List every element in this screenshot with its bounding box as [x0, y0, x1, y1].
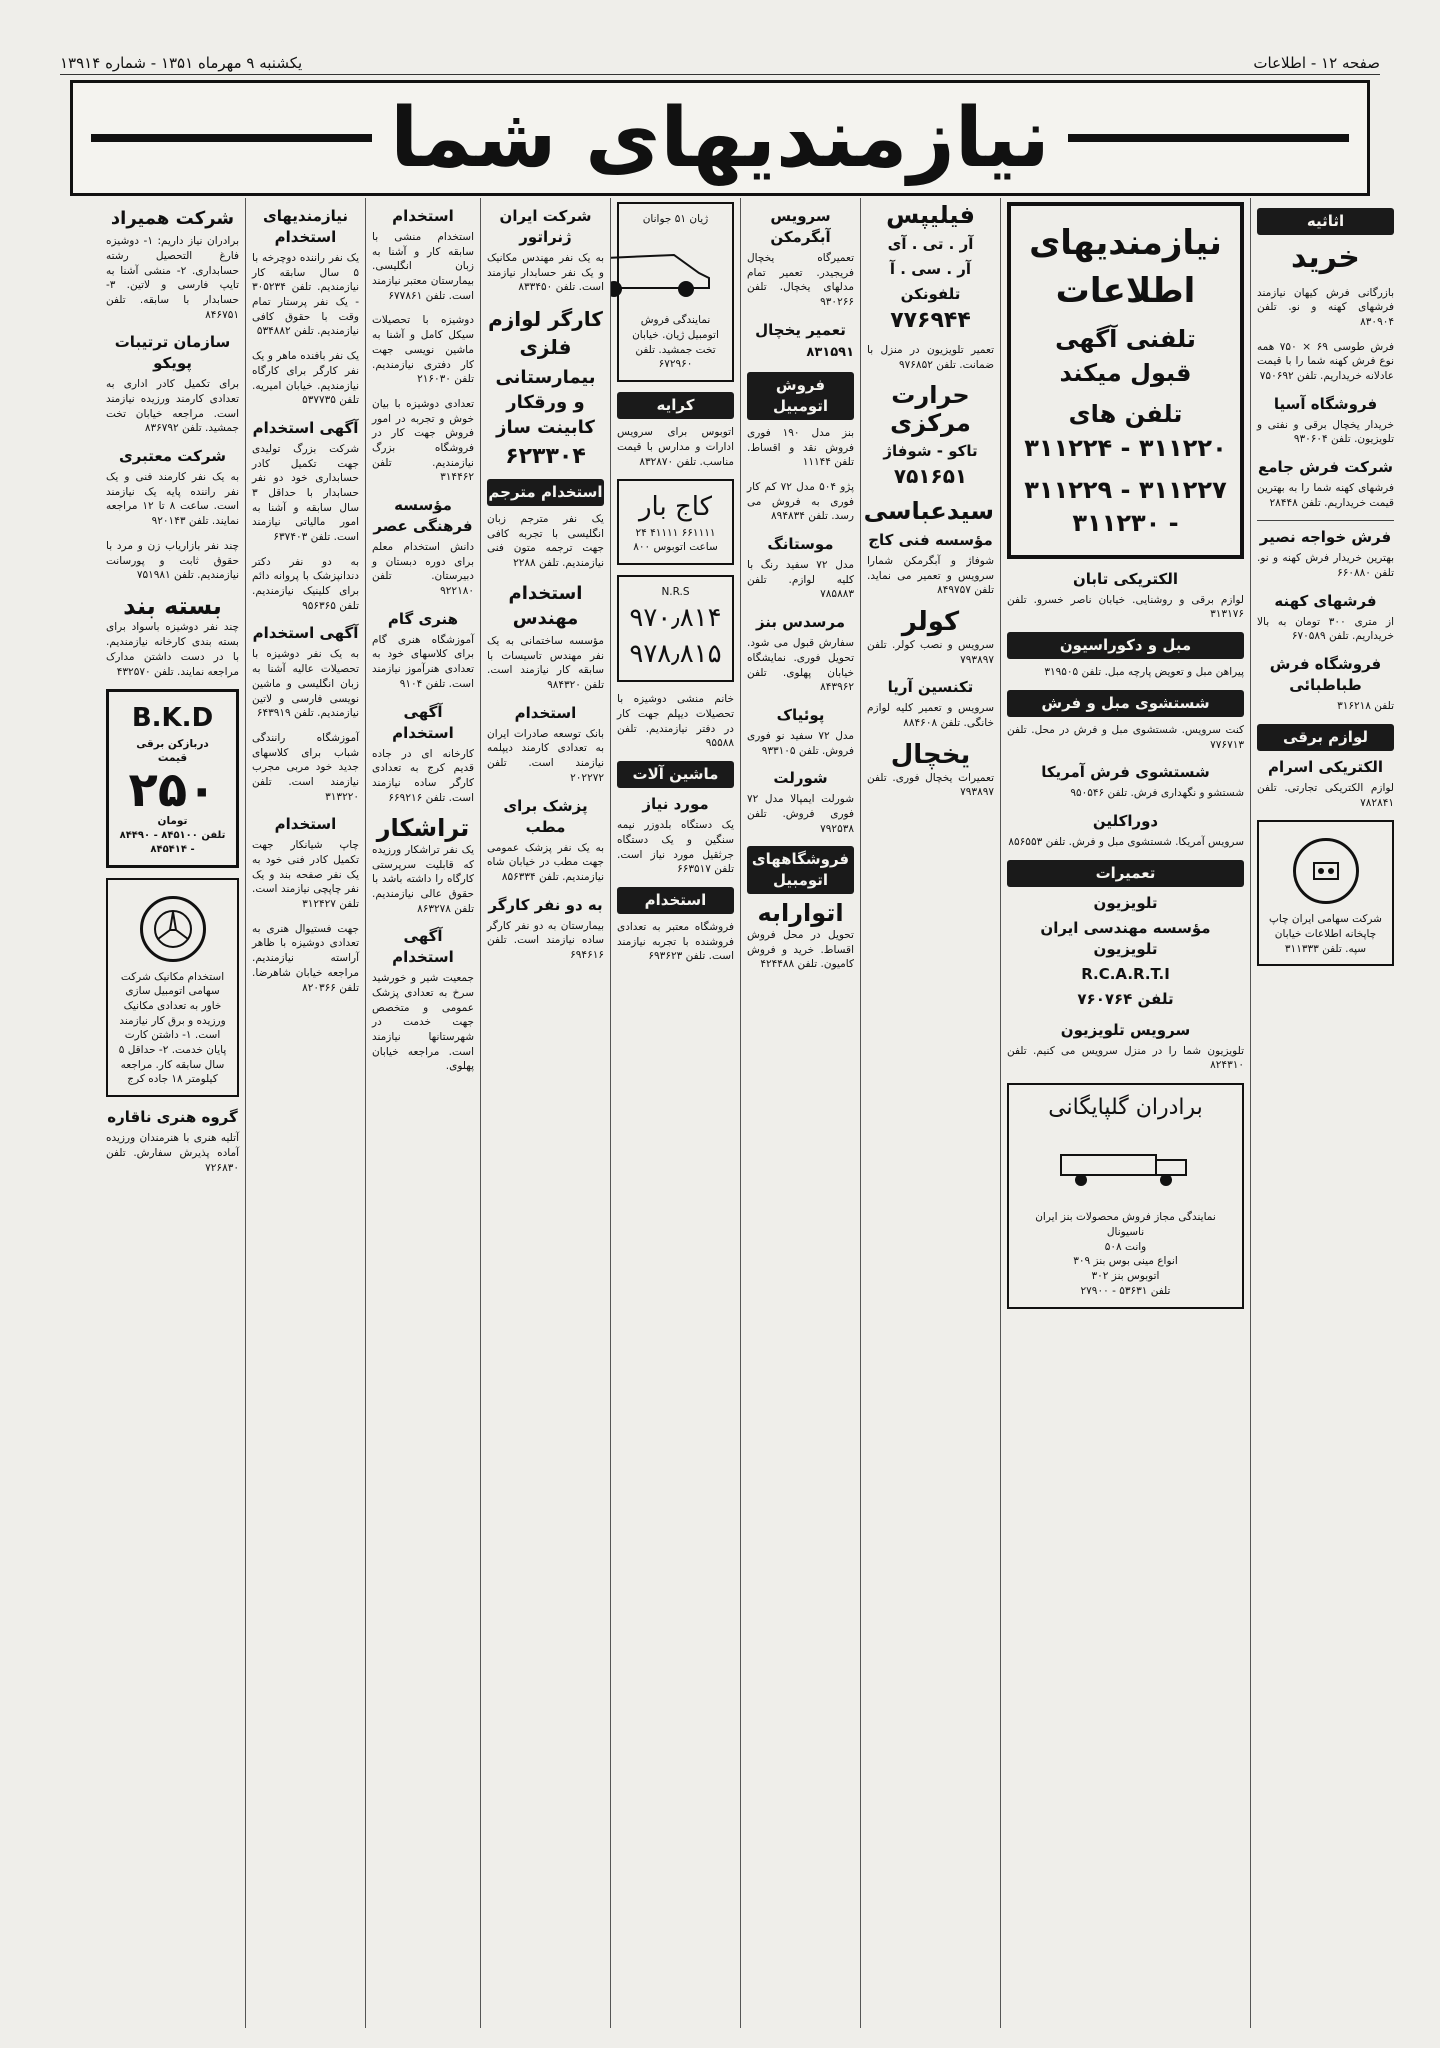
ad-heading: فیلیپس: [886, 201, 975, 229]
ad-phone: ۶۶۱۱۱۱: [681, 526, 716, 539]
ad-body: شورلت ایمپالا مدل ۷۲ فوری فروش. تلفن ۷۹۲۵۳۸: [747, 793, 854, 835]
ad-heading: شرکت همیراد: [110, 208, 235, 229]
main-ad-subtitle: تلفنی آگهی قبول میکند: [1055, 325, 1196, 387]
ad-heading: آگهی استخدام: [392, 927, 454, 967]
ad-heading: مورد نیاز: [642, 795, 709, 814]
classified-ad: [106, 332, 239, 436]
classified-ad: [487, 206, 604, 295]
classified-ad: [863, 497, 994, 598]
ad-body: شرکت بزرگ تولیدی جهت تکمیل کادر حسابداری خود دو نفر حسابدار با حداقل ۳ سال سابقه و آشنا به امور مالیاتی نیازمند است. تلفن ۶۳۷۴۰۳: [252, 442, 359, 543]
column-5: [610, 198, 740, 2028]
ad-item: اتوبوس بنز ۳۰۲: [1091, 1270, 1160, 1283]
ad-heading: گروه هنری ناقاره: [107, 1108, 238, 1127]
ad-body: نمایندگی مجاز فروش محصولات بنز ایران ناسیونال: [1035, 1211, 1216, 1239]
ad-body: کنت سرویس. شستشوی مبل و فرش در محل. تلفن ۷۷۶۷۱۳: [1007, 723, 1244, 751]
ad-heading: فروشگاه آسیا: [1273, 394, 1378, 413]
classified-ad: [106, 446, 239, 529]
ad-body: به دو نفر دکتر دندانپزشک با پروانه دائم برای کلینیک نیازمندیم. تلفن ۹۵۶۳۶۵: [252, 555, 359, 612]
ad-body: یک نفر راننده دوچرخه با ۵ سال سابقه کار نیازمندیم. تلفن ۳۰۵۲۳۴ - یک نفر پرستار تمام وقت با حقوق کافی نیازمندیم. تلفن ۵۳۴۸۸۲: [252, 252, 359, 338]
classified-ad: [867, 343, 994, 372]
column-8: [1000, 198, 1250, 2028]
ad-subheading: مؤسسه مهندسی ایران تلویزیون: [1040, 918, 1211, 958]
ad-heading: آگهی استخدام: [252, 624, 359, 643]
ad-heading: شرکت ایران ژنراتور: [499, 207, 592, 246]
classified-ad: [252, 206, 359, 339]
ad-body: تعمیرگاه یخچال فریجیدر. تعمیر تمام مدلهای یخچال. تلفن ۹۳۰۲۶۶: [747, 252, 854, 309]
classified-ad: [487, 895, 604, 963]
section-banner: [70, 80, 1370, 196]
classified-ad: [747, 206, 854, 310]
ad-brand: B.K.D: [131, 703, 214, 734]
ad-heading: تعمیر یخچال: [755, 320, 846, 339]
ad-body: استخدام منشی با سابقه کار و آشنا به زبان انگلیسی. بیمارستان معتبر نیازمند است. تلفن ۶۷۷۸۶۱: [372, 231, 474, 302]
classified-ad: [1257, 591, 1394, 644]
ad-heading: الکتریکی تابان: [1072, 569, 1179, 588]
ad-heading: موستانگ: [767, 535, 834, 554]
ad-phone: ۷۷۶۹۴۴: [890, 307, 971, 333]
classified-ad: [487, 703, 604, 786]
ad-heading: استخدام: [274, 815, 337, 834]
price-unit: تومان: [157, 814, 188, 827]
ad-body: یک نفر بافنده ماهر و یک نفر کارگر برای کارگاه نیازمندیم. خیابان امیریه. تلفن ۵۳۷۷۳۵: [252, 350, 359, 407]
ad-body: به یک نفر پزشک عمومی جهت مطب در خیابان شاه نیازمندیم. تلفن ۸۵۶۳۳۴: [487, 841, 604, 883]
ad-heading: استخدام مهندس: [508, 582, 583, 629]
ad-heading: شرکت معتبری: [119, 447, 226, 466]
ad-body: خریدار یخچال برقی و نفتی و تلویزیون. تلفن ۹۳۰۶۰۴: [1257, 418, 1394, 446]
nrs-ad: [617, 575, 734, 682]
column-3: [365, 198, 480, 2028]
classified-ad: [1257, 394, 1394, 447]
ad-body: بازرگانی فرش کیهان نیازمند فرشهای کهنه و نو. تلفن ۸۳۰۹۰۴: [1257, 286, 1394, 328]
classified-ad: [372, 702, 474, 806]
classified-ad: [1257, 286, 1394, 330]
main-ad-phones: تلفن های ۳۱۱۲۲۰ - ۳۱۱۲۲۴: [1024, 400, 1227, 462]
ad-body: بیمارستان به دو نفر کارگر ساده نیازمند است. تلفن ۶۹۴۶۱۶: [487, 919, 604, 961]
classified-ad: [252, 623, 359, 720]
ad-body: سرویس آمریکا. شستشوی مبل و فرش. تلفن ۸۵۶۵۵۳: [1008, 835, 1244, 848]
classified-ad: [867, 677, 994, 730]
ad-body: کارخانه ای در جاده قدیم کرج به تعدادی کارگر ساده نیازمند است. تلفن ۶۶۹۲۱۶: [372, 747, 474, 804]
classified-ad: [1257, 654, 1394, 714]
truck-icon: [1051, 1130, 1201, 1200]
classified-ad: [106, 539, 239, 583]
ad-subheading: دربازکن برقی: [136, 737, 209, 750]
classified-ad: [252, 555, 359, 614]
ad-body: آموزشگاه هنری گام برای کلاسهای خود به تعدادی هنرآموز نیازمند است. تلفن ۹۱۰۴: [372, 633, 474, 690]
section-header: اثاثیه: [1257, 208, 1394, 235]
classified-ad: [867, 741, 994, 800]
ad-body: چاپخانه اطلاعات خیابان سپه. تلفن ۳۱۱۳۳۳: [1274, 927, 1377, 955]
column-7: [860, 198, 1000, 2028]
ad-item: انواع مینی بوس بنز ۳۰۹: [1073, 1255, 1178, 1268]
ad-body: به یک نفر دوشیزه با تحصیلات عالیه آشنا به زبان انگلیسی و ماشین نویسی فارسی و لاتین نیازمندیم. تلفن ۶۴۳۹۱۹: [252, 648, 359, 720]
ad-body: برای تکمیل کادر اداری به تعدادی کارمند ورزیده نیازمند است. مراجعه خیابان تخت جمشید. تلفن ۸۳۶۷۹۲: [106, 378, 239, 435]
ad-heading: نیازمندیهای استخدام: [262, 207, 348, 246]
ad-heading: یخچال: [890, 739, 971, 770]
ad-body: سفارش قبول می شود. تحویل فوری. نمایشگاه خیابان پهلوی. تلفن ۸۴۳۹۶۲: [747, 637, 854, 694]
classified-ad: [1007, 1020, 1244, 1073]
ad-body: بهترین خریدار فرش کهنه و نو. تلفن ۶۶۰۸۸۰: [1257, 552, 1394, 580]
ad-heading: شرکت فرش جامع: [1258, 458, 1393, 476]
main-ad-title: نیازمندیهای اطلاعات: [1029, 223, 1222, 311]
classified-ad: [1007, 665, 1244, 680]
classified-ad: [747, 534, 854, 602]
ad-body: فروشگاه معتبر به تعدادی فروشنده با تجربه نیازمند است. تلفن ۶۹۳۶۲۳: [617, 920, 734, 963]
ad-heading: اتوارابه: [757, 899, 844, 928]
classified-ad: [372, 495, 474, 599]
ad-brand: آر . تی . آی: [887, 234, 974, 253]
ad-body: دانش استخدام معلم برای دوره دبستان و دبیرستان. تلفن ۹۲۲۱۸۰: [372, 541, 474, 598]
ad-heading: بسته بند: [123, 591, 222, 620]
classified-ad: [617, 794, 734, 877]
ad-body: نمایندگی فروش اتومبیل ژیان. خیابان تخت جمشید. تلفن ۶۷۲۹۶۰: [632, 314, 719, 371]
dealer-ad: [1007, 1083, 1244, 1309]
ad-body: یک دستگاه بلدوزر نیمه سنگین و یک دستگاه جرثقیل مورد نیاز است. تلفن ۶۶۳۵۱۷: [617, 819, 734, 876]
section-header: استخدام: [617, 887, 734, 914]
ad-subheading: تاکو - شوفاژ: [883, 442, 978, 461]
ad-heading: سازمان ترتیبات پویکو: [114, 333, 231, 373]
ad-body: فرش طوسی ۶۹ × ۷۵۰ همه نوع فرش کهنه شما را با قیمت عادلانه خریداریم. تلفن ۷۵۰۶۹۲: [1257, 340, 1394, 382]
ad-heading: سیدعباسی: [863, 497, 994, 526]
ad-body: ۲۴ ساعت اتوبوس ۸۰۰: [633, 526, 718, 554]
ad-body: یک نفر تراشکار ورزیده که قابلیت سرپرستی کارگاه را داشته باشد با حقوق عالی نیازمندیم. تلفن ۸۶۳۲۷۸: [372, 843, 474, 915]
ad-phone: ۶۲۳۳۰۴: [505, 443, 586, 469]
ad-body: دوشیزه با تحصیلات سیکل کامل و آشنا به ماشین نویسی جهت کار دفتری نیازمندیم. تلفن ۲۱۶۰۳۰: [372, 314, 474, 386]
ad-heading: شورلت: [773, 769, 828, 788]
classified-ad: [1257, 757, 1394, 810]
ad-body: اتوبوس برای سرویس ادارات و مدارس با قیمت مناسب. تلفن ۸۳۲۸۷۰: [617, 426, 734, 468]
ad-body: شرکت سهامی اتومبیل سازی خاور به تعدادی مکانیک ورزیده و برق کار نیازمند است. ۱- داشتن کارت پایان خدمت. ۲- حداقل ۵ سال سابقه کار. مراجعه کیلومتر ۱۸ جاده کرج: [118, 970, 227, 1086]
ad-brand: آر . سی . آ: [889, 259, 972, 278]
ad-heading: سرویس آبگرمکن: [770, 207, 831, 246]
ad-phone: ۹۷۸٫۸۱۵: [629, 639, 722, 670]
ad-item: وانت ۵۰۸: [1104, 1240, 1147, 1253]
ad-body: تعمیر تلویزیون در منزل با ضمانت. تلفن ۹۷۶۸۵۲: [867, 343, 994, 371]
ad-heading: پزشک برای مطب: [503, 796, 588, 836]
classified-ad: [487, 512, 604, 571]
classified-ad: [1257, 457, 1394, 510]
classified-ad: [487, 581, 604, 693]
ad-heading: تراشکار: [376, 814, 470, 843]
ad-heading: فرشهای کهنه: [1274, 591, 1377, 610]
classified-ad: [487, 796, 604, 885]
ad-body: برادران نیاز داریم: ۱- دوشیزه فارغ التحصیل رشته حسابداری. ۲- منشی آشنا به تایپ فارسی و لاتین. ۳- حسابدار با سابقه. تلفن ۸۴۶۷۵۱: [106, 235, 240, 321]
classified-ad: [372, 397, 474, 485]
classified-ad: [747, 705, 854, 758]
column-9: [1250, 198, 1400, 2028]
classified-ad: [867, 382, 994, 488]
classified-ad: [1007, 569, 1244, 622]
mercedes-logo-icon: [140, 896, 206, 962]
classified-ad: [106, 593, 239, 679]
classified-ad: [372, 815, 474, 916]
ad-heading: فرش خواجه نصیر: [1259, 528, 1392, 547]
ad-subheading: بیمارستانی و ورقکار کابینت ساز: [495, 367, 596, 439]
section-header: فروشگاههای اتومبیل: [747, 846, 854, 894]
printing-press-icon: [1293, 838, 1359, 904]
ad-heading: تکنسین آریا: [887, 678, 974, 697]
banner-title: نیازمندیهای شما: [390, 90, 1050, 186]
ad-phone: تلفن ۷۶۰۷۶۴: [1077, 989, 1174, 1008]
ad-heading: شستشوی فرش آمریکا: [1041, 763, 1210, 782]
ad-body: پژو ۵۰۴ مدل ۷۲ کم کار فوری به فروش می رسد. تلفن ۸۹۴۸۳۴: [747, 481, 854, 523]
columns-grid: [40, 198, 1400, 2028]
divider: [1257, 520, 1394, 521]
ad-body: تلویزیون شما را در منزل سرویس می کنیم. تلفن ۸۲۴۳۱۰: [1007, 1044, 1244, 1072]
classified-ad: [252, 922, 359, 995]
ad-body: مدل ۷۲ سفید نو فوری فروش. تلفن ۹۳۳۱۰۵: [747, 729, 854, 757]
ad-heading: فروشگاه فرش طباطبائی: [1269, 655, 1382, 695]
section-header: ماشین آلات: [617, 761, 734, 788]
ad-heading: الکتریکی اسرام: [1267, 757, 1384, 776]
car-icon: [610, 233, 724, 303]
ad-body: به یک نفر مهندس مکانیک و یک نفر حسابدار نیازمند است. تلفن ۸۳۳۴۵۰: [487, 252, 604, 294]
ad-body: بنز مدل ۱۹۰ فوری فروش نقد و اقساط. تلفن ۱۱۱۴۴: [747, 426, 855, 469]
section-header: مبل و دکوراسیون: [1007, 632, 1244, 659]
main-ad-phones: ۳۱۱۲۲۷ - ۳۱۱۲۲۹ - ۳۱۱۲۳۰: [1024, 475, 1227, 538]
column-1: [100, 198, 245, 2028]
classified-ad: [1007, 762, 1244, 801]
ad-body: مؤسسه ساختمانی به یک نفر مهندس تاسیسات با سابقه کار نیازمند است. تلفن ۹۸۴۳۲۰: [487, 635, 604, 692]
ad-phone: ۹۷۰٫۸۱۴: [629, 602, 722, 633]
ad-heading: کاج بار: [638, 492, 713, 523]
classified-ad: [1007, 893, 1244, 1010]
classified-ad-boxed: [1257, 820, 1394, 966]
ad-heading: به دو نفر کارگر: [488, 895, 603, 914]
classified-ad: [617, 920, 734, 964]
ad-heading: حرارت مرکزی: [890, 381, 971, 437]
ad-body: شوفاژ و آبگرمکن شمارا سرویس و تعمیر می نماید. تلفن ۸۴۹۷۵۷: [867, 555, 994, 597]
ad-heading: سرویس تلویزیون: [1060, 1020, 1191, 1039]
classified-ad: [747, 480, 854, 524]
ad-body: لوازم برقی و روشنایی. خیابان ناصر خسرو. تلفن ۳۱۳۱۷۶: [1007, 593, 1244, 621]
classified-ad: [747, 900, 854, 972]
classified-ad: [252, 349, 359, 408]
classified-ad: [372, 609, 474, 692]
ad-body: سرویس و نصب کولر. تلفن ۷۹۳۸۹۷: [867, 639, 994, 666]
ad-body: یک نفر مترجم زبان انگلیسی با تجربه کافی جهت ترجمه متون فنی نیازمندیم. تلفن ۲۲۸۸: [487, 512, 604, 569]
issue-date: یکشنبه ۹ مهرماه ۱۳۵۱ - شماره ۱۳۹۱۴: [60, 54, 303, 72]
column-2: [245, 198, 365, 2028]
ad-body: به یک نفر کارمند فنی و یک نفر راننده پایه یک نیازمند است. ساعت ۸ تا ۱۲ مراجعه نمایند. تلفن ۹۲۰۱۴۳: [106, 471, 239, 528]
classified-ad: [372, 313, 474, 386]
classified-ad: [867, 202, 994, 333]
section-header: تعمیرات: [1007, 860, 1244, 887]
ad-heading: تلویزیون: [1093, 893, 1158, 912]
price-label: قیمت: [157, 752, 188, 765]
classified-ad: [1007, 723, 1244, 752]
ad-body: آموزشگاه رانندگی شباب برای کلاسهای جدید خود مربی مجرب نیازمند است. تلفن ۳۱۳۲۲۰: [252, 731, 359, 803]
ad-heading: برادران گلپایگانی: [1048, 1094, 1203, 1120]
classified-ad: [867, 608, 994, 667]
ad-heading: کولر: [901, 607, 960, 638]
ad-heading: مؤسسه فرهنگی عصر: [373, 496, 473, 535]
ad-phone: تلفن ۸۴۵۱۰۰ - ۸۴۴۹۰ - ۸۴۵۴۱۴: [119, 829, 226, 855]
classified-ad: [1257, 527, 1394, 580]
ad-heading: پوئیاک: [776, 705, 825, 724]
ad-body: از متری ۳۰۰ تومان به بالا خریداریم. تلفن ۶۷۰۵۸۹: [1257, 615, 1395, 643]
ad-body: تلفن ۳۱۶۲۱۸: [1337, 700, 1394, 713]
classified-ad: [747, 320, 854, 362]
ad-body: تحویل در محل فروش اقساط. خرید و فروش کامیون. تلفن ۴۲۴۴۸۸: [747, 928, 854, 971]
ad-phone: ۷۵۱۶۵۱: [893, 464, 968, 489]
ad-body: جمعیت شیر و خورشید سرخ به تعدادی پزشک عمومی و متخصص جهت خدمت در شهرستانها نیازمند است. مراجعه خیابان پهلوی.: [372, 972, 474, 1073]
ad-brand: تلفونکن: [900, 284, 961, 303]
ad-body: خانم منشی دوشیزه با تحصیلات دیپلم جهت کار در دفتر نیازمندیم. تلفن ۹۵۵۸۸: [617, 693, 734, 750]
ad-heading: مرسدس بنز: [755, 613, 846, 632]
ad-body: بانک توسعه صادرات ایران به تعدادی کارمند دیپلمه نیازمند است. تلفن ۲۰۲۲۷۲: [487, 727, 604, 784]
ad-phone: ۸۳۱۵۹۱: [806, 344, 854, 360]
ad-heading: هنری گام: [387, 609, 459, 628]
ad-heading: استخدام مکانیک: [154, 970, 225, 983]
ad-subheading: مؤسسه فنی کاج: [868, 531, 993, 550]
ad-body: شستشو و نگهداری فرش. تلفن ۹۵۰۵۴۶: [1070, 787, 1244, 800]
section-header: فروش اتومبیل: [747, 372, 854, 420]
classified-ad: [252, 418, 359, 545]
classified-ad-boxed: [617, 202, 734, 382]
ad-heading: شرکت سهامی ایران چاپ: [1269, 913, 1382, 926]
banner-rule: [1068, 134, 1349, 142]
classified-ad: [252, 814, 359, 911]
taxi-ad: [617, 479, 734, 565]
banner-rule: [91, 134, 372, 142]
ad-heading: دوراکلین: [1092, 811, 1159, 830]
ad-heading: آگهی استخدام: [392, 702, 454, 742]
classified-ad: [372, 206, 474, 303]
running-header: [60, 52, 1380, 75]
ad-body: تعمیرات یخچال فوری. تلفن ۷۹۳۸۹۷: [867, 771, 994, 799]
ad-phone: ۴۱۱۱۱: [650, 526, 679, 539]
column-4: [480, 198, 610, 2028]
ad-brand: N.R.S: [661, 585, 690, 598]
classified-ad: [747, 426, 854, 470]
section-header: شستشوی مبل و فرش: [1007, 690, 1244, 717]
classified-ad: [747, 612, 854, 695]
classified-ad: [1257, 340, 1394, 384]
ad-heading: آگهی استخدام: [252, 418, 359, 437]
ad-phone: تلفن ۵۳۶۳۱ - ۲۷۹۰۰: [1080, 1284, 1171, 1297]
column-6: [740, 198, 860, 2028]
classified-ad: [617, 425, 734, 469]
mercedes-ad: [106, 878, 239, 1098]
section-header: کرایه: [617, 392, 734, 419]
classified-ad: [106, 1107, 239, 1175]
ad-heading: خرید: [1291, 240, 1360, 275]
ad-body: تعدادی دوشیزه با بیان خوش و تجربه در امور فروش جهت کار در فروشگاه بزرگ نیازمندیم. تلفن ۳۱۴۴۶۲: [372, 397, 474, 484]
bkd-ad: [106, 689, 239, 867]
ad-brand: R.C.A.R.T.I: [1081, 964, 1170, 983]
classified-ad: [617, 692, 734, 751]
main-contact-ad: [1007, 202, 1244, 559]
ad-body: لوازم الکتریکی تجارتی. تلفن ۷۸۲۸۴۱: [1257, 781, 1394, 809]
ad-heading: کارگر لوازم فلزی: [488, 307, 603, 360]
ad-body: فرشهای کهنه شما را به بهترین قیمت خریداریم. تلفن ۲۸۴۴۸: [1257, 482, 1394, 509]
price-value: ۲۵۰: [128, 761, 217, 818]
page-number: صفحه ۱۲ - اطلاعات: [1253, 54, 1380, 72]
classified-ad: [372, 926, 474, 1074]
classified-ad: [106, 206, 239, 322]
section-header: لوازم برقی: [1257, 724, 1394, 751]
classified-ad: [252, 731, 359, 804]
ad-body: چند نفر دوشیزه باسواد برای بسته بندی کارخانه نیازمندیم. با در دست داشتن مدارک مراجعه نمایند. تلفن ۴۳۲۵۷۰: [106, 621, 239, 678]
ad-heading: استخدام: [392, 207, 454, 225]
classified-ad: [747, 768, 854, 836]
classified-ad: [487, 305, 604, 469]
ad-body: مدل ۷۲ سفید رنگ با کلیه لوازم. تلفن ۷۸۵۸۸۳: [747, 559, 854, 601]
ad-body: چاپ شیانکار جهت تکمیل کادر فنی خود به یک نفر صفحه بند و یک نفر چاپچی نیازمند است. تلفن ۳۱۲۴۲۷: [252, 839, 359, 911]
ad-body: جهت فستیوال هنری به تعدادی دوشیزه با ظاهر آراسته نیازمندیم. مراجعه خیابان شاهرضا. تلفن ۸۲۰۳۶۶: [252, 922, 359, 994]
ad-heading: ژیان ۵۱ جوانان: [642, 213, 709, 225]
ad-body: پیراهن مبل و تعویض پارچه مبل. تلفن ۳۱۹۵۰۵: [1044, 666, 1244, 679]
ad-body: چند نفر بازاریاب زن و مرد با حقوق ثابت و پورسانت نیازمندیم. تلفن ۷۵۱۹۸۱: [106, 539, 239, 582]
section-header: استخدام مترجم: [487, 479, 604, 506]
ad-body: سرویس و تعمیر کلیه لوازم خانگی. تلفن ۸۸۴۶۰۸: [867, 702, 994, 730]
ad-heading: استخدام: [514, 703, 577, 722]
classified-ad: [1007, 811, 1244, 850]
ad-body: آتلیه هنری با هنرمندان ورزیده آماده پذیرش سفارش. تلفن ۷۲۶۸۳۰: [106, 1132, 239, 1174]
